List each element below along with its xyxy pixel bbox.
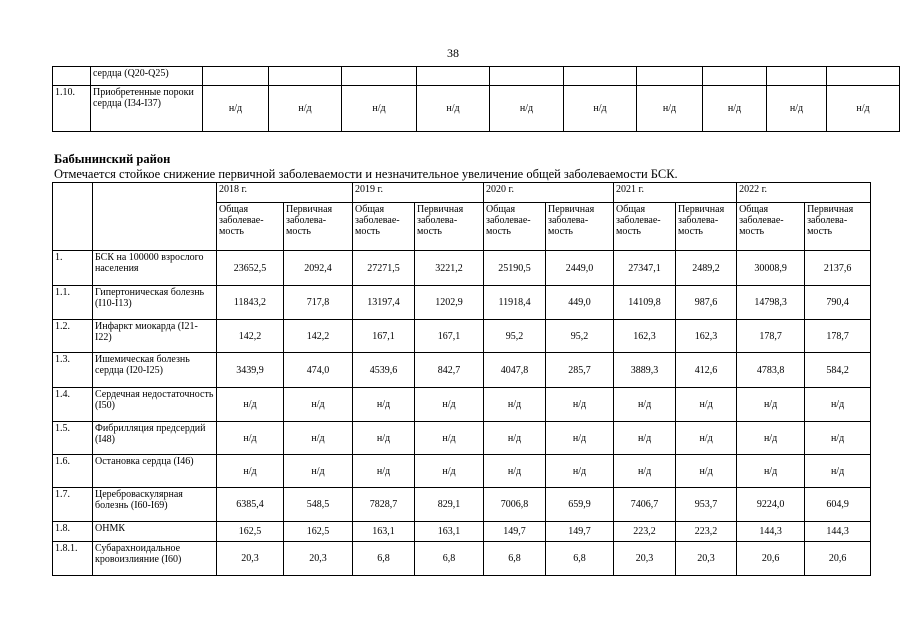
value-cell: 4539,6 [353,353,415,388]
value-cell [269,67,342,86]
value-cell: н/д [484,455,546,488]
value-cell: 11918,4 [484,286,546,320]
value-cell: 95,2 [546,320,614,353]
value-cell: 149,7 [484,522,546,542]
value-cell: н/д [703,86,767,132]
value-cell: н/д [415,388,484,422]
value-cell: 6,8 [546,542,614,576]
value-cell: 144,3 [737,522,805,542]
row-code: 1.10. [53,86,91,132]
value-cell: 23652,5 [217,251,284,286]
value-cell: н/д [676,422,737,455]
row-name: Цереброваскулярная болезнь (I60-I69) [93,488,217,522]
table-row [53,388,871,422]
value-cell: 953,7 [676,488,737,522]
row-code: 1.3. [53,353,93,388]
value-cell: 163,1 [353,522,415,542]
value-cell: 162,3 [676,320,737,353]
value-cell: н/д [676,455,737,488]
value-cell: н/д [827,86,900,132]
table-row [53,251,871,286]
value-cell: н/д [484,422,546,455]
value-cell: 4047,8 [484,353,546,388]
year-header: 2020 г. [484,183,614,203]
value-cell: 829,1 [415,488,484,522]
value-cell [827,67,900,86]
value-cell: 20,6 [737,542,805,576]
subheader-general: Общая заболевае-мость [353,203,415,251]
value-cell: 659,9 [546,488,614,522]
subheader-general: Общая заболевае-мость [217,203,284,251]
value-cell: 162,5 [217,522,284,542]
value-cell: 144,3 [805,522,871,542]
value-cell: 6,8 [415,542,484,576]
value-cell: н/д [737,455,805,488]
value-cell: н/д [737,388,805,422]
value-cell: 20,3 [217,542,284,576]
value-cell: 6385,4 [217,488,284,522]
row-name: Сердечная недостаточность (I50) [93,388,217,422]
value-cell: н/д [637,86,703,132]
value-cell: 163,1 [415,522,484,542]
row-name: Приобретенные пороки сердца (I34-I37) [91,86,203,132]
subheader-general: Общая заболевае-мость [614,203,676,251]
value-cell [490,67,564,86]
row-code: 1.2. [53,320,93,353]
table-row [53,542,871,576]
value-cell: н/д [203,86,269,132]
table-row [53,286,871,320]
row-code [53,67,91,86]
value-cell: н/д [217,422,284,455]
value-cell: н/д [417,86,490,132]
value-cell: н/д [546,388,614,422]
value-cell: н/д [490,86,564,132]
value-cell: н/д [805,455,871,488]
continuation-table [52,66,900,132]
value-cell: 2449,0 [546,251,614,286]
value-cell: 20,3 [676,542,737,576]
table-row [53,422,871,455]
value-cell: 7406,7 [614,488,676,522]
value-cell [203,67,269,86]
subheader-primary: Первичная заболева-мость [415,203,484,251]
row-name: Фибрилляция предсердий (I48) [93,422,217,455]
value-cell: н/д [805,388,871,422]
value-cell: н/д [546,455,614,488]
value-cell [564,67,637,86]
value-cell: н/д [217,388,284,422]
value-cell: н/д [353,422,415,455]
value-cell: 6,8 [484,542,546,576]
value-cell [767,67,827,86]
value-cell: 987,6 [676,286,737,320]
subheader-primary: Первичная заболева-мость [546,203,614,251]
value-cell: 27271,5 [353,251,415,286]
table-row [53,455,871,488]
value-cell: н/д [484,388,546,422]
value-cell: н/д [284,455,353,488]
value-cell: 162,5 [284,522,353,542]
value-cell: н/д [737,422,805,455]
section-text: Отмечается стойкое снижение первичной заболеваемости и незначительное увеличение общей заболеваемости БСК. [54,167,678,181]
row-code: 1.8. [53,522,93,542]
value-cell: 95,2 [484,320,546,353]
value-cell: 223,2 [614,522,676,542]
row-code: 1.6. [53,455,93,488]
header-row-years [53,183,871,203]
subheader-primary: Первичная заболева-мость [284,203,353,251]
value-cell: 1202,9 [415,286,484,320]
value-cell: 167,1 [353,320,415,353]
statistics-table [52,182,871,576]
value-cell: н/д [767,86,827,132]
value-cell: 3221,2 [415,251,484,286]
year-header: 2018 г. [217,183,353,203]
row-code: 1.7. [53,488,93,522]
row-code: 1.1. [53,286,93,320]
year-header: 2022 г. [737,183,871,203]
value-cell: 9224,0 [737,488,805,522]
value-cell: 20,6 [805,542,871,576]
value-cell: 2092,4 [284,251,353,286]
value-cell: 548,5 [284,488,353,522]
value-cell: 142,2 [217,320,284,353]
value-cell: н/д [614,422,676,455]
value-cell: 27347,1 [614,251,676,286]
row-name: Остановка сердца (I46) [93,455,217,488]
value-cell: н/д [546,422,614,455]
value-cell: 2489,2 [676,251,737,286]
value-cell: 7006,8 [484,488,546,522]
value-cell: н/д [805,422,871,455]
table-row [53,488,871,522]
value-cell: 3439,9 [217,353,284,388]
row-code: 1.5. [53,422,93,455]
value-cell: 14109,8 [614,286,676,320]
row-name: Инфаркт миокарда (I21-I22) [93,320,217,353]
value-cell: 30008,9 [737,251,805,286]
value-cell: 13197,4 [353,286,415,320]
value-cell: н/д [415,422,484,455]
value-cell: 790,4 [805,286,871,320]
row-name: БСК на 100000 взрослого населения [93,251,217,286]
value-cell: 167,1 [415,320,484,353]
row-name: ОНМК [93,522,217,542]
value-cell: н/д [269,86,342,132]
table-row [53,320,871,353]
value-cell [342,67,417,86]
value-cell: н/д [614,455,676,488]
value-cell: 162,3 [614,320,676,353]
table-row [53,353,871,388]
row-name: Ишемическая болезнь сердца (I20-I25) [93,353,217,388]
value-cell: н/д [415,455,484,488]
value-cell: 223,2 [676,522,737,542]
value-cell: н/д [353,388,415,422]
value-cell [637,67,703,86]
value-cell: 25190,5 [484,251,546,286]
table-row [53,67,900,86]
value-cell: 142,2 [284,320,353,353]
value-cell: н/д [217,455,284,488]
value-cell: н/д [284,388,353,422]
value-cell: н/д [353,455,415,488]
value-cell: 285,7 [546,353,614,388]
value-cell: 14798,3 [737,286,805,320]
value-cell: 717,8 [284,286,353,320]
value-cell: 20,3 [614,542,676,576]
table-row [53,86,900,132]
value-cell: 20,3 [284,542,353,576]
year-header: 2021 г. [614,183,737,203]
row-name: сердца (Q20-Q25) [91,67,203,86]
row-code: 1.8.1. [53,542,93,576]
value-cell: 178,7 [805,320,871,353]
subheader-primary: Первичная заболева-мость [805,203,871,251]
value-cell: 449,0 [546,286,614,320]
value-cell: 11843,2 [217,286,284,320]
value-cell: 3889,3 [614,353,676,388]
value-cell [703,67,767,86]
value-cell: н/д [342,86,417,132]
value-cell: 4783,8 [737,353,805,388]
value-cell: 412,6 [676,353,737,388]
value-cell: н/д [564,86,637,132]
value-cell: 6,8 [353,542,415,576]
value-cell: 178,7 [737,320,805,353]
value-cell: н/д [284,422,353,455]
table-row [53,522,871,542]
row-name: Гипертоническая болезнь (I10-I13) [93,286,217,320]
value-cell [417,67,490,86]
value-cell: 7828,7 [353,488,415,522]
row-code: 1.4. [53,388,93,422]
subheader-general: Общая заболевае-мость [737,203,805,251]
value-cell: н/д [614,388,676,422]
row-code: 1. [53,251,93,286]
value-cell: 2137,6 [805,251,871,286]
row-name: Субарахноидальное кровоизлияние (I60) [93,542,217,576]
value-cell: 149,7 [546,522,614,542]
value-cell: 604,9 [805,488,871,522]
year-header: 2019 г. [353,183,484,203]
value-cell: 474,0 [284,353,353,388]
header-corner-name [93,183,217,251]
value-cell: н/д [676,388,737,422]
section-heading: Бабынинский район [54,152,171,166]
value-cell: 842,7 [415,353,484,388]
header-corner-code [53,183,93,251]
value-cell: 584,2 [805,353,871,388]
page-number: 38 [447,46,459,60]
subheader-primary: Первичная заболева-мость [676,203,737,251]
subheader-general: Общая заболевае-мость [484,203,546,251]
